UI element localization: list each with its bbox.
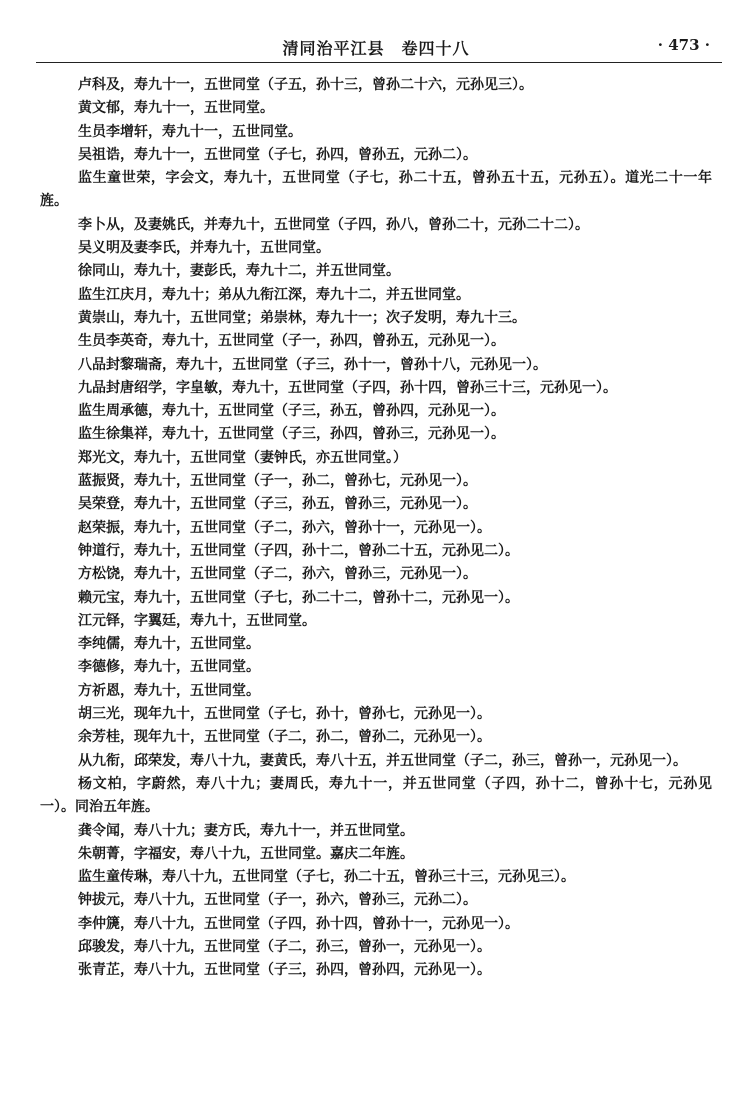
- list-item: 赖元宝，寿九十，五世同堂（子七，孙二十二，曾孙十二，元孙见一）。: [78, 589, 519, 606]
- list-item: 方祈恩，寿九十，五世同堂。: [78, 682, 260, 699]
- page-header: [36, 30, 716, 60]
- list-item: 邱骏发，寿八十九，五世同堂（子二，孙三，曾孙一，元孙见一）。: [78, 938, 491, 955]
- list-item: 从九衔，邱荣发，寿八十九，妻黄氏，寿八十五，并五世同堂（子二，孙三，曾孙一，元孙见一）。: [78, 752, 687, 769]
- list-item: 李德修，寿九十，五世同堂。: [78, 659, 260, 676]
- page-title: 清同治平江县 卷四十八: [282, 39, 470, 58]
- header-divider: [36, 62, 722, 63]
- list-item: 钟道行，寿九十，五世同堂（子四，孙十二，曾孙二十五，元孙见二）。: [78, 542, 519, 559]
- list-item: 九品封唐绍学，字皇敏，寿九十，五世同堂（子四，孙十四，曾孙三十三，元孙见一）。: [78, 379, 617, 396]
- list-item: 赵荣振，寿九十，五世同堂（子二，孙六，曾孙十一，元孙见一）。: [78, 519, 491, 536]
- list-item: 杨文柏，字蔚然，寿八十九；妻周氏，寿九十一，并五世同堂（子四，孙十二，曾孙十七，元孙见一）。同治五年旌。: [40, 775, 712, 816]
- list-item: 黄文郁，寿九十一，五世同堂。: [78, 100, 274, 117]
- list-item: 生员李英奇，寿九十，五世同堂（子一，孙四，曾孙五，元孙见一）。: [78, 333, 505, 350]
- list-item: 余芳桂，现年九十，五世同堂（子二，孙二，曾孙二，元孙见一）。: [78, 729, 491, 746]
- list-item: 吴祖诰，寿九十一，五世同堂（子七，孙四，曾孙五，元孙二）。: [78, 146, 477, 163]
- list-item: 卢科及，寿九十一，五世同堂（子五，孙十三，曾孙二十六，元孙见三）。: [78, 77, 533, 93]
- list-item: 钟拔元，寿八十九，五世同堂（子一，孙六，曾孙三，元孙二）。: [78, 892, 477, 909]
- list-item: 郑光文，寿九十，五世同堂（妻钟氏，亦五世同堂。）: [78, 449, 407, 466]
- list-item: 江元铎，字翼廷，寿九十，五世同堂。: [78, 612, 316, 629]
- list-item: 李卜从，及妻姚氏，并寿九十，五世同堂（子四，孙八，曾孙二十，元孙二十二）。: [78, 216, 589, 233]
- list-item: 吴荣登，寿九十，五世同堂（子三，孙五，曾孙三，元孙见一）。: [78, 496, 477, 513]
- list-item: 监生童传琳，寿八十九，五世同堂（子七，孙二十五，曾孙三十三，元孙见三）。: [78, 869, 575, 886]
- list-item: 黄崇山，寿九十，五世同堂；弟崇林，寿九十一；次子发明，寿九十三。: [78, 309, 526, 326]
- list-item: 方松饶，寿九十，五世同堂（子二，孙六，曾孙三，元孙见一）。: [78, 566, 477, 583]
- list-item: 龚令闻，寿八十九；妻方氏，寿九十一，并五世同堂。: [78, 822, 414, 839]
- list-item: 监生徐集祥，寿九十，五世同堂（子三，孙四，曾孙三，元孙见一）。: [78, 426, 505, 443]
- list-item: 蓝振贤，寿九十，五世同堂（子一，孙二，曾孙七，元孙见一）。: [78, 473, 477, 490]
- list-item: 李仲篪，寿八十九，五世同堂（子四，孙十四，曾孙十一，元孙见一）。: [78, 915, 519, 932]
- list-item: 徐同山，寿九十，妻彭氏，寿九十二，并五世同堂。: [78, 263, 400, 280]
- list-item: 生员李增轩，寿九十一，五世同堂。: [78, 123, 302, 140]
- page-number: · 473 ·: [657, 36, 710, 54]
- list-item: 朱朝菁，字福安，寿八十九，五世同堂。嘉庆二年旌。: [78, 845, 414, 862]
- list-item: 张青芷，寿八十九，五世同堂（子三，孙四，曾孙四，元孙见一）。: [78, 962, 491, 979]
- list-item: 吴义明及妻李氏，并寿九十，五世同堂。: [78, 240, 330, 257]
- list-item: 八品封黎瑞斋，寿九十，五世同堂（子三，孙十一，曾孙十八，元孙见一）。: [78, 356, 547, 373]
- list-item: 监生周承德，寿九十，五世同堂（子三，孙五，曾孙四，元孙见一）。: [78, 403, 505, 420]
- list-item: 监生童世荣，字会文，寿九十，五世同堂（子七，孙二十五，曾孙五十五，元孙五）。道光二十一年旌。: [40, 170, 712, 210]
- list-item: 李纯儒，寿九十，五世同堂。: [78, 636, 260, 653]
- list-item: 胡三光，现年九十，五世同堂（子七，孙十，曾孙七，元孙见一）。: [78, 706, 491, 723]
- list-item: 监生江庆月，寿九十；弟从九衔江深，寿九十二，并五世同堂。: [78, 286, 470, 303]
- document-body: [40, 74, 712, 983]
